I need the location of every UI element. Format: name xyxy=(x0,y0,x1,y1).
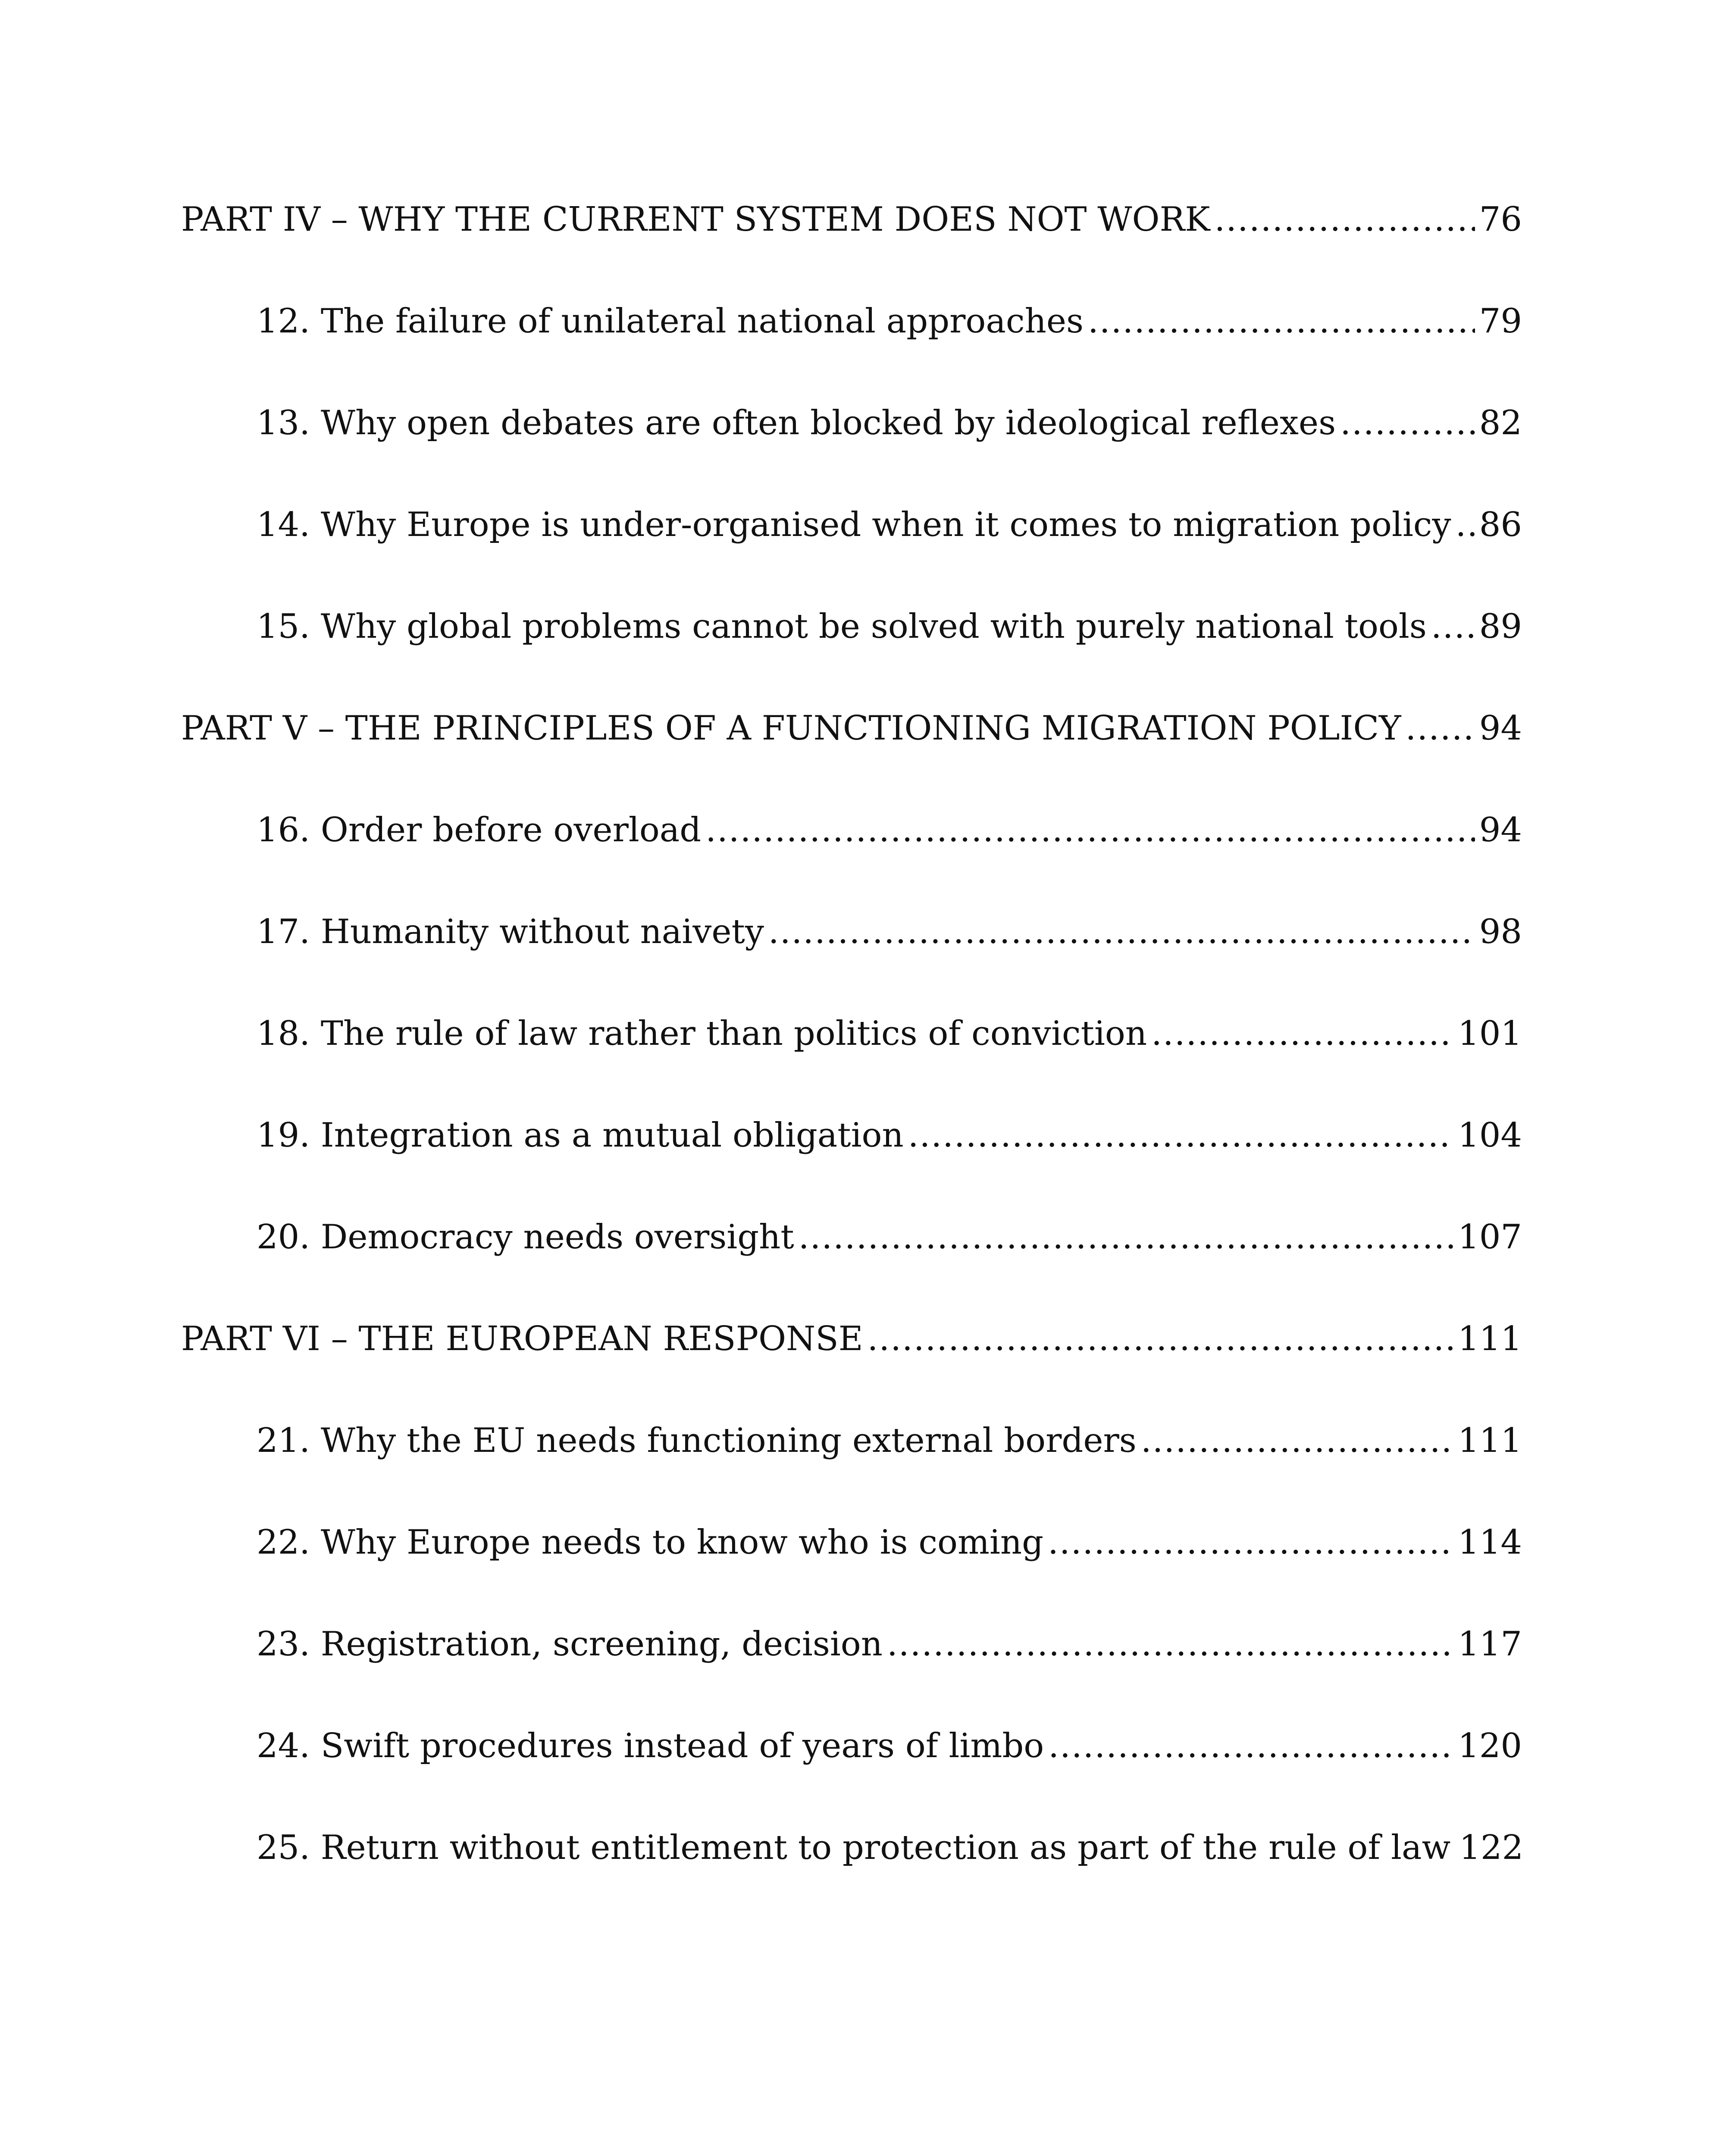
dot-leader xyxy=(1340,406,1475,440)
toc-entry-title: 14. Why Europe is under-organised when it comes to migration policy xyxy=(257,505,1451,544)
toc-chapter-16 xyxy=(181,813,1522,915)
dot-leader xyxy=(1214,203,1475,236)
toc-part-v xyxy=(181,711,1522,813)
toc-entry-title: 25. Return without entitlement to protection as part of the rule of law xyxy=(257,1828,1451,1867)
table-of-contents xyxy=(181,200,1524,1933)
toc-entry-title: 13. Why open debates are often blocked by ideological reflexes xyxy=(257,404,1336,442)
toc-entry-title: 15. Why global problems cannot be solved with purely national tools xyxy=(257,607,1427,646)
toc-chapter-19 xyxy=(181,1116,1522,1220)
toc-chapter-25 xyxy=(181,1828,1524,1933)
toc-entry-title: 24. Swift procedures instead of years of limbo xyxy=(257,1727,1044,1765)
dot-leader xyxy=(887,1627,1453,1661)
toc-entry-page: 114 xyxy=(1458,1523,1522,1562)
toc-chapter-15 xyxy=(181,607,1522,711)
toc-entry-page: 111 xyxy=(1458,1421,1522,1460)
toc-part-vi xyxy=(181,1319,1522,1424)
toc-entry-title: 17. Humanity without naivety xyxy=(257,912,764,951)
dot-leader xyxy=(908,1119,1453,1152)
toc-entry-title: 12. The failure of unilateral national approaches xyxy=(257,302,1084,341)
dot-leader xyxy=(1406,711,1475,745)
toc-chapter-17 xyxy=(181,912,1522,1017)
toc-chapter-13 xyxy=(181,406,1522,508)
dot-leader xyxy=(1048,1729,1453,1763)
toc-chapter-18 xyxy=(181,1014,1522,1119)
toc-chapter-23 xyxy=(181,1627,1522,1729)
toc-entry-title: 20. Democracy needs oversight xyxy=(257,1218,794,1257)
toc-entry-page: 94 xyxy=(1479,811,1522,849)
toc-entry-page: 79 xyxy=(1479,302,1522,341)
toc-entry-page: 122 xyxy=(1459,1828,1524,1867)
dot-leader xyxy=(868,1322,1453,1356)
toc-chapter-12 xyxy=(181,304,1522,406)
toc-chapter-22 xyxy=(181,1523,1522,1627)
toc-entry-page: 101 xyxy=(1458,1014,1522,1053)
dot-leader xyxy=(705,813,1475,847)
toc-entry-title: 16. Order before overload xyxy=(257,811,702,849)
dot-leader xyxy=(768,915,1475,949)
toc-entry-page: 89 xyxy=(1479,607,1522,646)
toc-chapter-21 xyxy=(181,1421,1522,1526)
toc-entry-title: 18. The rule of law rather than politics of conviction xyxy=(257,1014,1147,1053)
toc-entry-title: 19. Integration as a mutual obligation xyxy=(257,1116,904,1155)
dot-leader xyxy=(1048,1526,1453,1559)
toc-entry-page: 86 xyxy=(1479,505,1522,544)
toc-entry-page: 120 xyxy=(1458,1727,1522,1765)
toc-chapter-24 xyxy=(181,1729,1522,1831)
dot-leader xyxy=(1431,610,1475,643)
toc-entry-page: 98 xyxy=(1479,912,1522,951)
dot-leader xyxy=(1141,1424,1453,1457)
toc-entry-title: PART VI – THE EUROPEAN RESPONSE xyxy=(181,1319,863,1358)
toc-entry-title: 21. Why the EU needs functioning external borders xyxy=(257,1421,1137,1460)
toc-entry-title: 23. Registration, screening, decision xyxy=(257,1625,883,1664)
toc-entry-title: PART IV – WHY THE CURRENT SYSTEM DOES NOT WORK xyxy=(181,200,1210,239)
dot-leader xyxy=(1088,304,1475,338)
toc-entry-title: PART V – THE PRINCIPLES OF A FUNCTIONING MIGRATION POLICY xyxy=(181,709,1401,748)
toc-entry-page: 104 xyxy=(1458,1116,1522,1155)
toc-entry-page: 94 xyxy=(1479,709,1522,748)
toc-entry-page: 111 xyxy=(1458,1319,1522,1358)
dot-leader xyxy=(799,1220,1453,1254)
toc-entry-page: 76 xyxy=(1479,200,1522,239)
toc-chapter-14 xyxy=(181,505,1522,610)
toc-entry-page: 117 xyxy=(1458,1625,1522,1664)
dot-leader xyxy=(1456,508,1475,542)
toc-entry-title: 22. Why Europe needs to know who is coming xyxy=(257,1523,1044,1562)
toc-chapter-20 xyxy=(181,1220,1522,1322)
dot-leader xyxy=(1151,1017,1453,1050)
toc-part-iv xyxy=(181,200,1522,304)
toc-entry-page: 107 xyxy=(1458,1218,1522,1257)
toc-entry-page: 82 xyxy=(1479,404,1522,442)
